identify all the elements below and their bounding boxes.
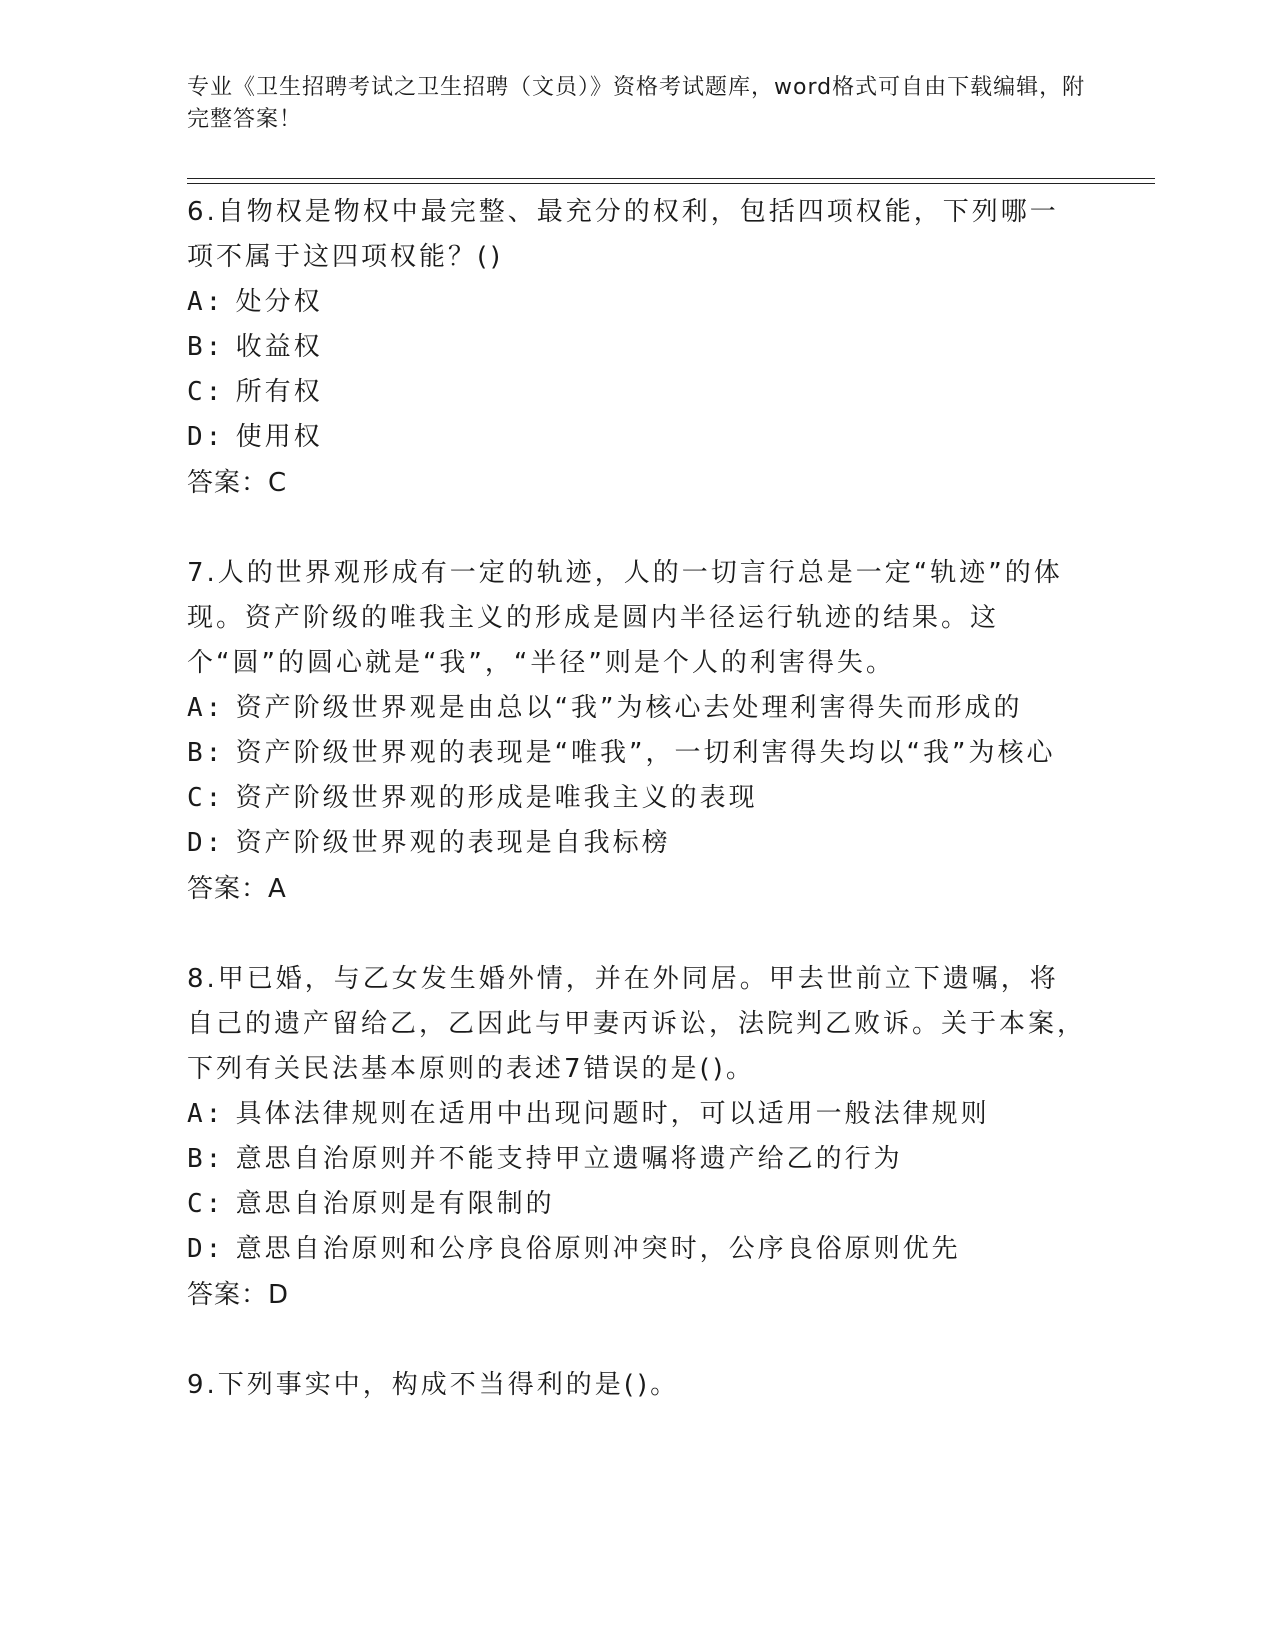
answer-line: 答案：C [187, 468, 288, 498]
option-c [187, 776, 1087, 821]
option-letter: D: [187, 1234, 225, 1264]
option-text: 使用权 [235, 422, 323, 452]
option-letter: B: [187, 332, 225, 362]
option-c [187, 1182, 1087, 1227]
header-rule-top [187, 178, 1155, 179]
option-text: 资产阶级世界观的表现是自我标榜 [235, 828, 671, 858]
header-text: 专业《卫生招聘考试之卫生招聘（文员）》资格考试题库，word格式可自由下载编辑，附完整答案！ [187, 75, 1086, 132]
option-b [187, 325, 1087, 370]
option-text: 资产阶级世界观的表现是“唯我”，一切利害得失均以“我”为核心 [235, 738, 1056, 768]
option-letter: C: [187, 783, 225, 813]
option-letter: A: [187, 693, 225, 723]
question-7 [187, 551, 1087, 912]
document-header [187, 72, 1087, 136]
option-text: 意思自治原则是有限制的 [235, 1189, 555, 1219]
question-stem: 9.下列事实中，构成不当得利的是()。 [187, 1370, 680, 1400]
option-letter: D: [187, 422, 225, 452]
option-d [187, 415, 1087, 460]
option-letter: B: [187, 738, 225, 768]
option-a [187, 686, 1087, 731]
option-text: 所有权 [235, 377, 323, 407]
question-9 [187, 1363, 1087, 1408]
option-letter: A: [187, 287, 225, 317]
question-stem: 6.自物权是物权中最完整、最充分的权利，包括四项权能，下列哪一项不属于这四项权能？() [187, 197, 1059, 272]
question-stem: 7.人的世界观形成有一定的轨迹，人的一切言行总是一定“轨迹”的体现。资产阶级的唯我主义的形成是圆内半径运行轨迹的结果。这个“圆”的圆心就是“我”，“半径”则是个人的利害得失。 [187, 558, 1063, 678]
option-d [187, 821, 1087, 866]
option-text: 资产阶级世界观是由总以“我”为核心去处理利害得失而形成的 [235, 693, 1023, 723]
option-a [187, 1092, 1087, 1137]
option-letter: D: [187, 828, 225, 858]
option-letter: C: [187, 1189, 225, 1219]
option-text: 意思自治原则并不能支持甲立遗嘱将遗产给乙的行为 [235, 1144, 903, 1174]
option-text: 意思自治原则和公序良俗原则冲突时，公序良俗原则优先 [235, 1234, 961, 1264]
option-letter: A: [187, 1099, 225, 1129]
question-stem: 8.甲已婚，与乙女发生婚外情，并在外同居。甲去世前立下遗嘱，将自己的遗产留给乙，乙因此与甲妻丙诉讼，法院判乙败诉。关于本案，下列有关民法基本原则的表述7错误的是()。 [187, 964, 1087, 1084]
question-list [187, 190, 1087, 1453]
header-rule-bottom [187, 183, 1155, 184]
option-b [187, 1137, 1087, 1182]
option-b [187, 731, 1087, 776]
answer-line: 答案：A [187, 874, 287, 904]
option-d [187, 1227, 1087, 1272]
answer-line: 答案：D [187, 1280, 290, 1310]
question-8 [187, 957, 1087, 1318]
option-letter: B: [187, 1144, 225, 1174]
option-a [187, 280, 1087, 325]
option-letter: C: [187, 377, 225, 407]
option-text: 收益权 [235, 332, 323, 362]
question-6 [187, 190, 1087, 506]
option-text: 处分权 [235, 287, 323, 317]
option-text: 资产阶级世界观的形成是唯我主义的表现 [235, 783, 758, 813]
option-c [187, 370, 1087, 415]
option-text: 具体法律规则在适用中出现问题时，可以适用一般法律规则 [235, 1099, 990, 1129]
